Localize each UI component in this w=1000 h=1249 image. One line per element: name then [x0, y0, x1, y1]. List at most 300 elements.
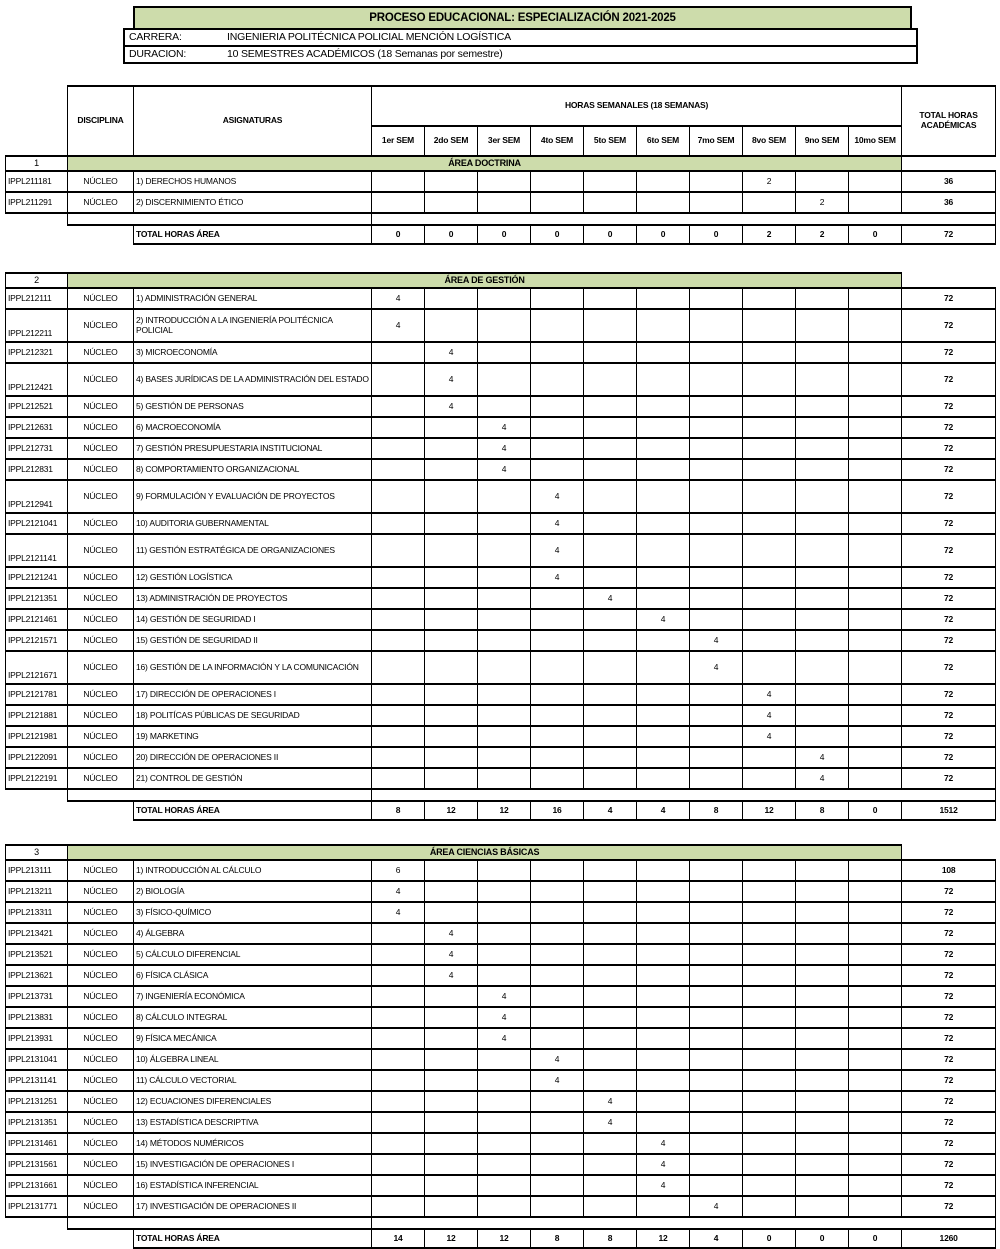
- course-hours-sem-7: [690, 1049, 743, 1070]
- course-hours-sem-2: [425, 986, 478, 1007]
- course-hours-sem-2: [425, 459, 478, 480]
- course-total-hours: 72: [902, 1175, 996, 1196]
- course-hours-sem-5: [584, 1028, 637, 1049]
- course-hours-sem-6: [637, 192, 690, 213]
- area-total-sem-2: 12: [425, 801, 478, 820]
- course-hours-sem-6: [637, 747, 690, 768]
- course-title: 2) DISCERNIMIENTO ÉTICO: [134, 192, 372, 213]
- course-hours-sem-8: [743, 902, 796, 923]
- course-title: 7) INGENIERÍA ECONÓMICA: [134, 986, 372, 1007]
- course-disciplina: NÚCLEO: [68, 309, 134, 342]
- table-row: [6, 726, 996, 747]
- course-title: 10) ÁLGEBRA LINEAL: [134, 1049, 372, 1070]
- course-hours-sem-4: [531, 902, 584, 923]
- course-hours-sem-10: [849, 171, 902, 192]
- course-code: IPPL212941: [6, 480, 68, 513]
- table-row: [6, 944, 996, 965]
- course-hours-sem-9: 4: [796, 768, 849, 789]
- course-code: IPPL2131771: [6, 1196, 68, 1217]
- course-hours-sem-3: [478, 609, 531, 630]
- course-hours-sem-2: [425, 588, 478, 609]
- course-code: IPPL213731: [6, 986, 68, 1007]
- course-hours-sem-6: [637, 588, 690, 609]
- spacer-cell: [6, 225, 134, 244]
- course-code: IPPL2121141: [6, 534, 68, 567]
- course-title: 16) ESTADÍSTICA INFERENCIAL: [134, 1175, 372, 1196]
- course-hours-sem-3: [478, 768, 531, 789]
- course-hours-sem-4: [531, 860, 584, 881]
- course-hours-sem-1: [372, 768, 425, 789]
- course-hours-sem-10: [849, 1196, 902, 1217]
- area-number: 1: [6, 156, 68, 171]
- col-header-sem-2: 2do SEM: [425, 126, 478, 156]
- course-total-hours: 72: [902, 534, 996, 567]
- course-hours-sem-4: 4: [531, 1070, 584, 1091]
- spacer-cell: [68, 1217, 372, 1229]
- course-disciplina: NÚCLEO: [68, 438, 134, 459]
- course-disciplina: NÚCLEO: [68, 171, 134, 192]
- course-hours-sem-9: [796, 965, 849, 986]
- course-hours-sem-3: [478, 651, 531, 684]
- course-hours-sem-7: [690, 1007, 743, 1028]
- course-hours-sem-1: [372, 609, 425, 630]
- course-hours-sem-7: [690, 768, 743, 789]
- course-disciplina: NÚCLEO: [68, 1070, 134, 1091]
- course-hours-sem-4: [531, 1133, 584, 1154]
- course-hours-sem-2: [425, 480, 478, 513]
- course-hours-sem-5: [584, 363, 637, 396]
- course-hours-sem-1: [372, 705, 425, 726]
- course-hours-sem-6: [637, 417, 690, 438]
- course-hours-sem-5: [584, 986, 637, 1007]
- course-hours-sem-5: [584, 396, 637, 417]
- course-total-hours: 36: [902, 192, 996, 213]
- course-total-hours: 72: [902, 588, 996, 609]
- course-title: 11) GESTIÓN ESTRATÉGICA DE ORGANIZACIONES: [134, 534, 372, 567]
- area-total-sem-6: 12: [637, 1229, 690, 1248]
- course-hours-sem-9: [796, 288, 849, 309]
- course-total-hours: 72: [902, 1154, 996, 1175]
- table-row: [6, 480, 996, 513]
- course-hours-sem-5: [584, 567, 637, 588]
- area-total-sem-10: 0: [849, 1229, 902, 1248]
- course-hours-sem-7: 4: [690, 651, 743, 684]
- course-hours-sem-3: [478, 1196, 531, 1217]
- course-hours-sem-4: 4: [531, 1049, 584, 1070]
- area-number: 3: [6, 845, 68, 860]
- course-code: IPPL213211: [6, 881, 68, 902]
- course-hours-sem-2: [425, 534, 478, 567]
- course-hours-sem-10: [849, 1175, 902, 1196]
- table-row: [6, 171, 996, 192]
- course-hours-sem-1: [372, 944, 425, 965]
- course-hours-sem-3: [478, 1154, 531, 1175]
- course-hours-sem-10: [849, 609, 902, 630]
- course-code: IPPL211291: [6, 192, 68, 213]
- course-hours-sem-2: [425, 651, 478, 684]
- course-hours-sem-3: [478, 726, 531, 747]
- course-hours-sem-9: [796, 1154, 849, 1175]
- table-row: [6, 986, 996, 1007]
- course-code: IPPL2131251: [6, 1091, 68, 1112]
- course-hours-sem-10: [849, 363, 902, 396]
- course-hours-sem-3: [478, 480, 531, 513]
- course-title: 17) INVESTIGACIÓN DE OPERACIONES II: [134, 1196, 372, 1217]
- course-hours-sem-4: [531, 965, 584, 986]
- course-title: 21) CONTROL DE GESTIÓN: [134, 768, 372, 789]
- course-hours-sem-9: [796, 534, 849, 567]
- course-hours-sem-9: [796, 309, 849, 342]
- course-disciplina: NÚCLEO: [68, 923, 134, 944]
- course-code: IPPL2122191: [6, 768, 68, 789]
- course-hours-sem-1: [372, 684, 425, 705]
- course-hours-sem-5: [584, 860, 637, 881]
- area-total-sem-6: 0: [637, 225, 690, 244]
- course-hours-sem-1: [372, 1112, 425, 1133]
- course-hours-sem-10: [849, 747, 902, 768]
- course-hours-sem-8: [743, 480, 796, 513]
- course-hours-sem-5: [584, 768, 637, 789]
- course-hours-sem-4: [531, 417, 584, 438]
- course-title: 5) CÁLCULO DIFERENCIAL: [134, 944, 372, 965]
- course-hours-sem-2: [425, 768, 478, 789]
- course-code: IPPL2121461: [6, 609, 68, 630]
- course-hours-sem-6: [637, 363, 690, 396]
- course-hours-sem-7: [690, 288, 743, 309]
- spacer-cell: [6, 1217, 68, 1229]
- course-hours-sem-5: [584, 902, 637, 923]
- course-hours-sem-5: [584, 438, 637, 459]
- course-hours-sem-5: [584, 480, 637, 513]
- course-hours-sem-2: [425, 1133, 478, 1154]
- area-total-sem-8: 0: [743, 1229, 796, 1248]
- course-hours-sem-9: [796, 1091, 849, 1112]
- course-hours-sem-10: [849, 438, 902, 459]
- course-hours-sem-9: [796, 860, 849, 881]
- course-total-hours: 72: [902, 1049, 996, 1070]
- course-hours-sem-6: [637, 651, 690, 684]
- course-hours-sem-4: [531, 944, 584, 965]
- area-total-sem-7: 8: [690, 801, 743, 820]
- course-hours-sem-7: [690, 860, 743, 881]
- course-hours-sem-5: 4: [584, 1091, 637, 1112]
- course-code: IPPL213521: [6, 944, 68, 965]
- area-table-gestion: [5, 272, 996, 821]
- course-hours-sem-3: 4: [478, 1007, 531, 1028]
- course-hours-sem-3: [478, 902, 531, 923]
- course-hours-sem-9: [796, 881, 849, 902]
- course-hours-sem-8: [743, 438, 796, 459]
- course-hours-sem-1: [372, 630, 425, 651]
- course-hours-sem-5: [584, 726, 637, 747]
- course-total-hours: 72: [902, 1091, 996, 1112]
- course-hours-sem-5: [584, 609, 637, 630]
- course-hours-sem-8: [743, 288, 796, 309]
- course-hours-sem-4: [531, 438, 584, 459]
- course-hours-sem-3: [478, 705, 531, 726]
- table-row: [6, 417, 996, 438]
- area-number: 2: [6, 273, 68, 288]
- course-title: 15) INVESTIGACIÓN DE OPERACIONES I: [134, 1154, 372, 1175]
- course-hours-sem-5: [584, 1175, 637, 1196]
- course-hours-sem-8: [743, 567, 796, 588]
- course-hours-sem-8: [743, 944, 796, 965]
- col-header-sem-6: 6to SEM: [637, 126, 690, 156]
- course-hours-sem-9: [796, 171, 849, 192]
- course-hours-sem-5: [584, 513, 637, 534]
- course-hours-sem-9: [796, 588, 849, 609]
- course-title: 5) GESTIÓN DE PERSONAS: [134, 396, 372, 417]
- course-title: 18) POLITÍCAS PÚBLICAS DE SEGURIDAD: [134, 705, 372, 726]
- course-hours-sem-5: [584, 342, 637, 363]
- course-hours-sem-6: [637, 965, 690, 986]
- course-total-hours: 72: [902, 881, 996, 902]
- course-total-hours: 72: [902, 342, 996, 363]
- course-title: 1) ADMINISTRACIÓN GENERAL: [134, 288, 372, 309]
- course-hours-sem-4: [531, 1028, 584, 1049]
- course-hours-sem-1: 4: [372, 288, 425, 309]
- course-hours-sem-2: [425, 705, 478, 726]
- course-hours-sem-8: [743, 1175, 796, 1196]
- course-hours-sem-1: [372, 459, 425, 480]
- course-hours-sem-8: [743, 1154, 796, 1175]
- course-title: 19) MARKETING: [134, 726, 372, 747]
- course-hours-sem-4: [531, 726, 584, 747]
- course-hours-sem-10: [849, 288, 902, 309]
- course-disciplina: NÚCLEO: [68, 705, 134, 726]
- table-row: [6, 923, 996, 944]
- course-hours-sem-3: [478, 630, 531, 651]
- course-hours-sem-10: [849, 309, 902, 342]
- spacer-cell: [372, 213, 996, 225]
- spacer-cell: [68, 213, 372, 225]
- duracion-value: 10 SEMESTRES ACADÉMICOS (18 Semanas por semestre): [227, 48, 503, 60]
- course-hours-sem-3: [478, 288, 531, 309]
- course-disciplina: NÚCLEO: [68, 480, 134, 513]
- table-row: [6, 1070, 996, 1091]
- course-hours-sem-5: [584, 965, 637, 986]
- course-hours-sem-6: [637, 684, 690, 705]
- course-hours-sem-7: [690, 534, 743, 567]
- course-code: IPPL2121351: [6, 588, 68, 609]
- course-disciplina: NÚCLEO: [68, 513, 134, 534]
- title-block: [123, 6, 918, 64]
- course-hours-sem-5: [584, 1154, 637, 1175]
- table-row: [6, 1175, 996, 1196]
- table-row: [6, 965, 996, 986]
- course-total-hours: 72: [902, 438, 996, 459]
- course-hours-sem-4: [531, 309, 584, 342]
- course-title: 13) ESTADÍSTICA DESCRIPTIVA: [134, 1112, 372, 1133]
- table-row: [6, 396, 996, 417]
- course-hours-sem-10: [849, 1112, 902, 1133]
- course-total-hours: 72: [902, 923, 996, 944]
- course-hours-sem-6: [637, 1070, 690, 1091]
- area-title: ÁREA CIENCIAS BÁSICAS: [68, 845, 902, 860]
- course-hours-sem-8: [743, 1049, 796, 1070]
- course-hours-sem-7: [690, 705, 743, 726]
- course-title: 11) CÁLCULO VECTORIAL: [134, 1070, 372, 1091]
- course-hours-sem-6: [637, 881, 690, 902]
- area-total-sem-10: 0: [849, 801, 902, 820]
- course-disciplina: NÚCLEO: [68, 860, 134, 881]
- course-hours-sem-6: [637, 902, 690, 923]
- table-row: [6, 1112, 996, 1133]
- course-hours-sem-8: [743, 534, 796, 567]
- course-total-hours: 72: [902, 1196, 996, 1217]
- course-hours-sem-9: [796, 902, 849, 923]
- course-hours-sem-2: 4: [425, 923, 478, 944]
- course-hours-sem-10: [849, 480, 902, 513]
- course-hours-sem-9: [796, 417, 849, 438]
- course-hours-sem-2: 4: [425, 965, 478, 986]
- course-title: 7) GESTIÓN PRESUPUESTARIA INSTITUCIONAL: [134, 438, 372, 459]
- table-row: [6, 567, 996, 588]
- course-hours-sem-9: [796, 567, 849, 588]
- spacer-cell: [372, 1217, 996, 1229]
- course-hours-sem-5: 4: [584, 1112, 637, 1133]
- course-code: IPPL213931: [6, 1028, 68, 1049]
- course-hours-sem-9: [796, 396, 849, 417]
- area-title: ÁREA DOCTRINA: [68, 156, 902, 171]
- course-hours-sem-4: [531, 986, 584, 1007]
- course-hours-sem-8: [743, 986, 796, 1007]
- course-title: 6) FÍSICA CLÁSICA: [134, 965, 372, 986]
- course-hours-sem-7: [690, 396, 743, 417]
- area-total-value: 1512: [902, 801, 996, 820]
- course-hours-sem-1: [372, 923, 425, 944]
- course-hours-sem-6: [637, 171, 690, 192]
- course-code: IPPL212211: [6, 309, 68, 342]
- course-hours-sem-10: [849, 192, 902, 213]
- course-total-hours: 72: [902, 944, 996, 965]
- course-hours-sem-9: [796, 1133, 849, 1154]
- course-title: 10) AUDITORIA GUBERNAMENTAL: [134, 513, 372, 534]
- course-code: IPPL213111: [6, 860, 68, 881]
- course-total-hours: 72: [902, 396, 996, 417]
- course-hours-sem-8: 4: [743, 705, 796, 726]
- area-total-sem-5: 4: [584, 801, 637, 820]
- table-row: [6, 438, 996, 459]
- course-total-hours: 108: [902, 860, 996, 881]
- table-row: [6, 192, 996, 213]
- course-hours-sem-1: [372, 588, 425, 609]
- course-hours-sem-8: [743, 588, 796, 609]
- course-disciplina: NÚCLEO: [68, 965, 134, 986]
- course-hours-sem-7: [690, 567, 743, 588]
- table-row: [6, 459, 996, 480]
- course-hours-sem-10: [849, 630, 902, 651]
- course-hours-sem-8: [743, 768, 796, 789]
- course-hours-sem-2: [425, 1070, 478, 1091]
- course-hours-sem-8: [743, 747, 796, 768]
- spacer-cell: [68, 789, 372, 801]
- course-hours-sem-2: [425, 192, 478, 213]
- table-row: [6, 513, 996, 534]
- area-total-sem-2: 0: [425, 225, 478, 244]
- course-hours-sem-7: [690, 609, 743, 630]
- course-hours-sem-1: [372, 534, 425, 567]
- course-total-hours: 72: [902, 309, 996, 342]
- course-hours-sem-10: [849, 684, 902, 705]
- table-row: [6, 309, 996, 342]
- area-total-sem-9: 8: [796, 801, 849, 820]
- course-hours-sem-5: [584, 1049, 637, 1070]
- course-hours-sem-5: [584, 944, 637, 965]
- course-disciplina: NÚCLEO: [68, 944, 134, 965]
- course-total-hours: 72: [902, 567, 996, 588]
- course-hours-sem-4: [531, 1154, 584, 1175]
- area-total-sem-9: 2: [796, 225, 849, 244]
- course-hours-sem-1: [372, 1049, 425, 1070]
- course-hours-sem-3: 4: [478, 986, 531, 1007]
- course-hours-sem-10: [849, 923, 902, 944]
- course-hours-sem-10: [849, 459, 902, 480]
- course-disciplina: NÚCLEO: [68, 1028, 134, 1049]
- course-title: 6) MACROECONOMÍA: [134, 417, 372, 438]
- course-hours-sem-6: [637, 459, 690, 480]
- course-title: 8) CÁLCULO INTEGRAL: [134, 1007, 372, 1028]
- course-hours-sem-5: [584, 881, 637, 902]
- course-hours-sem-6: [637, 1028, 690, 1049]
- course-total-hours: 72: [902, 288, 996, 309]
- course-disciplina: NÚCLEO: [68, 726, 134, 747]
- course-hours-sem-7: [690, 902, 743, 923]
- course-hours-sem-5: [584, 923, 637, 944]
- course-disciplina: NÚCLEO: [68, 747, 134, 768]
- course-hours-sem-2: [425, 1049, 478, 1070]
- col-header-sem-4: 4to SEM: [531, 126, 584, 156]
- course-hours-sem-1: 4: [372, 902, 425, 923]
- course-hours-sem-1: [372, 396, 425, 417]
- course-hours-sem-10: [849, 881, 902, 902]
- course-hours-sem-9: [796, 726, 849, 747]
- course-disciplina: NÚCLEO: [68, 567, 134, 588]
- course-hours-sem-3: [478, 342, 531, 363]
- area-total-sem-9: 0: [796, 1229, 849, 1248]
- course-disciplina: NÚCLEO: [68, 1091, 134, 1112]
- course-hours-sem-2: [425, 513, 478, 534]
- course-hours-sem-4: [531, 609, 584, 630]
- col-header-total-horas: TOTAL HORAS ACADÉMICAS: [902, 86, 996, 156]
- course-code: IPPL2121041: [6, 513, 68, 534]
- course-disciplina: NÚCLEO: [68, 288, 134, 309]
- table-row: [6, 768, 996, 789]
- course-hours-sem-8: [743, 1133, 796, 1154]
- course-hours-sem-6: [637, 342, 690, 363]
- course-title: 20) DIRECCIÓN DE OPERACIONES II: [134, 747, 372, 768]
- course-total-hours: 72: [902, 1070, 996, 1091]
- course-hours-sem-10: [849, 1070, 902, 1091]
- area-total-sem-10: 0: [849, 225, 902, 244]
- course-hours-sem-1: [372, 965, 425, 986]
- course-total-hours: 72: [902, 768, 996, 789]
- course-title: 16) GESTIÓN DE LA INFORMACIÓN Y LA COMUNICACIÓN: [134, 651, 372, 684]
- course-hours-sem-6: [637, 923, 690, 944]
- course-hours-sem-1: 6: [372, 860, 425, 881]
- course-hours-sem-7: [690, 684, 743, 705]
- course-hours-sem-2: [425, 1112, 478, 1133]
- table-row: [6, 747, 996, 768]
- course-hours-sem-6: [637, 438, 690, 459]
- area-table-ciencias-basicas: [5, 844, 996, 1249]
- course-hours-sem-7: [690, 342, 743, 363]
- course-hours-sem-9: [796, 705, 849, 726]
- course-hours-sem-2: [425, 417, 478, 438]
- course-hours-sem-10: [849, 944, 902, 965]
- course-hours-sem-5: [584, 684, 637, 705]
- course-hours-sem-5: [584, 1007, 637, 1028]
